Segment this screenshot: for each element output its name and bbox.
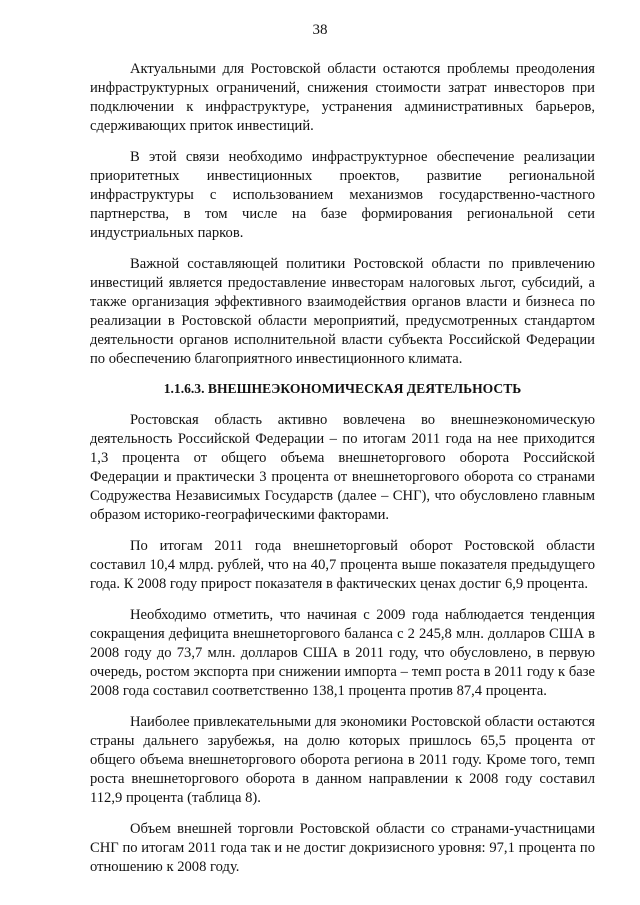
paragraph: Объем внешней торговли Ростовской области со странами-участницами СНГ по итогам 2011 года так и не достиг докризисного уровня: 97,1 процента по отношению к 2008 году. [90, 821, 595, 875]
section-heading: 1.1.6.3. ВНЕШНЕЭКОНОМИЧЕСКАЯ ДЕЯТЕЛЬНОСТЬ [163, 381, 522, 396]
paragraph: По итогам 2011 года внешнеторговый оборот Ростовской области составил 10,4 млрд. рублей, что на 40,7 процента выше показателя предыдущего года. К 2008 году прирост показателя в фактических ценах достиг 6,9 процента. [90, 538, 595, 592]
paragraph: Наиболее привлекательными для экономики Ростовской области остаются страны дальнего зарубежья, на долю которых пришлось 65,5 процента от общего объема внешнеторгового оборота региона в 2011 году. Кроме того, темп роста внешнеторгового оборота в данном направлении к 2008 году составил 112,9 процента (таблица 8). [90, 714, 595, 806]
page-number: 38 [312, 22, 328, 38]
paragraph: Актуальными для Ростовской области остаются проблемы преодоления инфраструктурных ограничений, снижения стоимости затрат инвесторов при подключении к инфраструктуре, устранения административных барьеров, сдерживающих приток инвестиций. [90, 61, 595, 134]
paragraph: В этой связи необходимо инфраструктурное обеспечение реализации приоритетных инвестиционных проектов, развитие региональной инфраструктуры с использованием механизмов государственно-частного партнерства, в том числе на базе формирования региональной сети индустриальных парков. [90, 149, 595, 241]
paragraph: Важной составляющей политики Ростовской области по привлечению инвестиций является предоставление инвесторам налоговых льгот, субсидий, а также организация эффективного взаимодействия органов власти и бизнеса по реализации в Ростовской области мероприятий, предусмотренных стандартом деятельности органов исполнительной власти субъекта Российской Федерации по обеспечению благоприятного инвестиционного климата. [90, 256, 595, 367]
paragraph: Ростовская область активно вовлечена во внешнеэкономическую деятельность Российской Федерации – по итогам 2011 года на нее приходится 1,3 процента от общего объема внешнеторгового оборота Российской Федерации и практически 3 процента от внешнеторгового оборота со странами Содружества Независимых Государств (далее – СНГ), что обусловлено главным образом историко-географическими факторами. [90, 412, 595, 523]
paragraph: Необходимо отметить, что начиная с 2009 года наблюдается тенденция сокращения дефицита внешнеторгового баланса с 2 245,8 млн. долларов США в 2008 году до 73,7 млн. долларов США в 2011 году, что обусловлено, в первую очередь, ростом экспорта при снижении импорта – темп роста в 2011 году к базе 2008 года составил соответственно 138,1 процента против 87,4 процента. [90, 607, 595, 699]
document-body [90, 60, 595, 889]
